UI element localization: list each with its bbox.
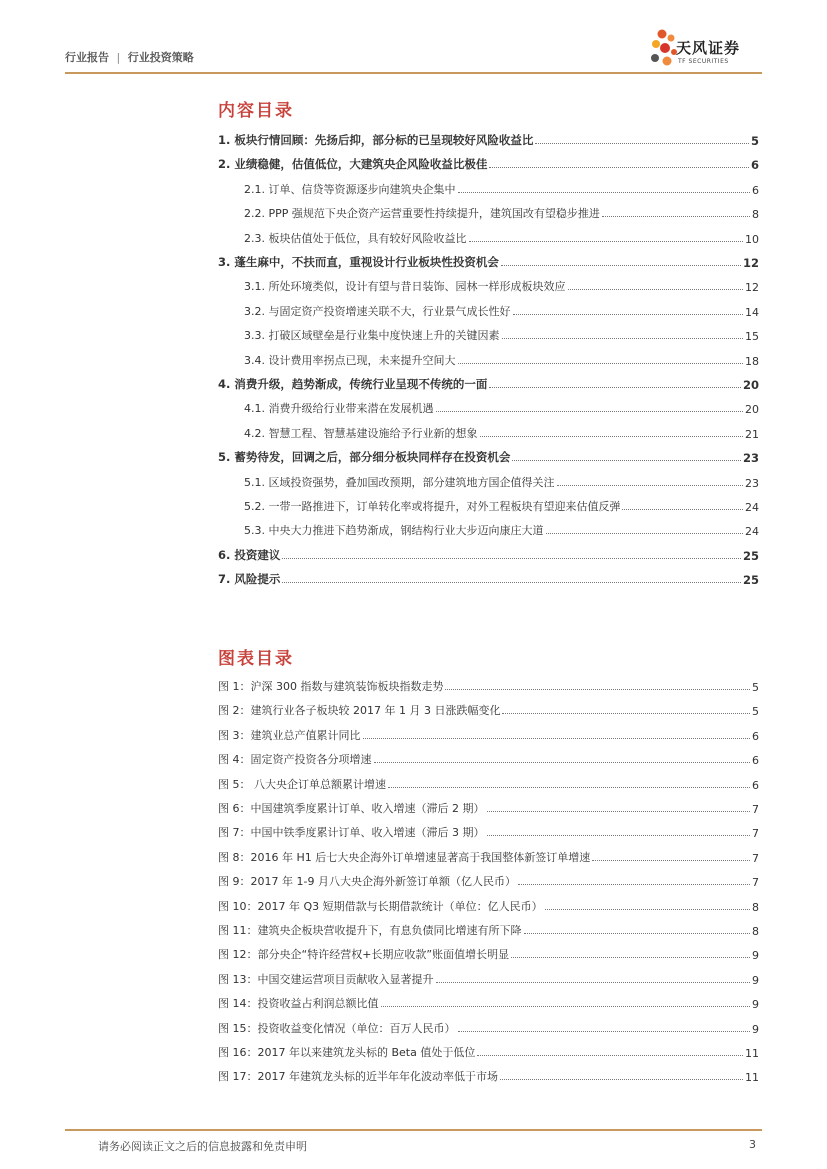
logo-name: 天风证券 <box>676 39 741 57</box>
entry-label: 5.2. 一带一路推进下，订单转化率或将提升，对外工程板块有望迎来估值反弹 <box>244 500 621 513</box>
dot-leader <box>487 835 751 836</box>
figure-entry[interactable] <box>218 845 759 865</box>
entry-page-number: 7 <box>752 876 759 890</box>
figure-entry[interactable] <box>218 1016 759 1036</box>
report-section: 行业投资策略 <box>127 51 194 64</box>
toc-subentry[interactable] <box>244 518 759 538</box>
toc-entry[interactable] <box>218 152 759 172</box>
entry-label: 图 6：中国建筑季度累计订单、收入增速（滞后 2 期） <box>218 802 485 815</box>
dot-leader <box>602 216 750 217</box>
entry-page-number: 8 <box>752 208 759 222</box>
entry-page-number: 20 <box>745 403 759 417</box>
dot-leader <box>511 957 750 958</box>
entry-label: 2.1. 订单、信贷等资源逐步向建筑央企集中 <box>244 182 456 196</box>
figure-entry[interactable] <box>218 942 759 962</box>
entry-page-number: 6 <box>752 729 759 743</box>
dot-leader <box>535 143 749 144</box>
entry-label: 图 1：沪深 300 指数与建筑装饰板块指数走势 <box>218 680 444 693</box>
entry-label: 1. 板块行情回顾：先扬后抑，部分标的已呈现较好风险收益比 <box>218 133 534 147</box>
entry-page-number: 9 <box>752 1022 759 1036</box>
dot-leader <box>445 689 750 690</box>
figure-entry[interactable] <box>218 820 759 840</box>
toc-subentry[interactable] <box>244 348 759 368</box>
dot-leader <box>546 533 744 534</box>
toc-subentry[interactable] <box>244 470 759 490</box>
entry-page-number: 6 <box>752 754 759 768</box>
toc-entry[interactable] <box>218 250 759 270</box>
dot-leader <box>436 411 744 412</box>
entry-label: 图 12：部分央企“特许经营权+长期应收款”账面值增长明显 <box>218 948 510 962</box>
dot-leader <box>513 314 744 315</box>
entry-label: 图 16：2017 年以来建筑龙头标的 Beta 值处于低位 <box>218 1046 476 1059</box>
footer-divider <box>65 1129 762 1131</box>
dot-leader <box>282 582 741 583</box>
toc-title: 内容目录 <box>218 101 294 121</box>
entry-page-number: 23 <box>745 476 759 490</box>
dot-leader <box>487 811 751 812</box>
header-divider <box>65 72 762 74</box>
entry-page-number: 5 <box>752 681 759 694</box>
figure-entry[interactable] <box>218 1064 759 1084</box>
toc-subentry[interactable] <box>244 177 759 197</box>
dot-leader <box>282 558 741 559</box>
toc-entry[interactable] <box>218 128 759 148</box>
entry-label: 图 10：2017 年 Q3 短期借款与长期借款统计（单位：亿人民币） <box>218 899 543 913</box>
dot-leader <box>489 387 741 388</box>
dot-leader <box>381 1006 751 1007</box>
entry-label: 图 2：建筑行业各子板块较 2017 年 1 月 3 日涨跌幅变化 <box>218 704 501 718</box>
dot-leader <box>592 860 750 861</box>
entry-label: 4. 消费升级，趋势渐成，传统行业呈现不传统的一面 <box>218 377 488 391</box>
toc-entry[interactable] <box>218 372 759 392</box>
logo-subtitle: TF SECURITIES <box>678 58 729 65</box>
entry-page-number: 10 <box>745 232 759 246</box>
entry-label: 2. 业绩稳健，估值低位，大建筑央企风险收益比极佳 <box>218 157 488 172</box>
dot-leader <box>469 241 744 242</box>
dot-leader <box>480 436 744 437</box>
figure-entry[interactable] <box>218 698 759 718</box>
dot-leader <box>363 738 751 739</box>
dot-leader <box>568 289 744 290</box>
entry-label: 4.1. 消费升级给行业带来潜在发展机遇 <box>244 402 434 416</box>
entry-label: 5.3. 中央大力推进下趋势渐成，钢结构行业大步迈向康庄大道 <box>244 524 544 538</box>
entry-page-number: 21 <box>745 427 759 441</box>
entry-label: 图 4：固定资产投资各分项增速 <box>218 753 372 767</box>
dot-leader <box>622 509 743 510</box>
entry-label: 图 3：建筑业总产值累计同比 <box>218 728 361 742</box>
report-type: 行业报告 <box>65 51 109 64</box>
entry-page-number: 15 <box>745 330 759 344</box>
entry-page-number: 5 <box>750 134 759 148</box>
toc-subentry[interactable] <box>244 396 759 416</box>
toc-subentry[interactable] <box>244 226 759 246</box>
entry-page-number: 7 <box>752 827 759 841</box>
figure-entry[interactable] <box>218 918 759 938</box>
dot-leader <box>512 460 741 461</box>
entry-page-number: 23 <box>742 451 759 466</box>
toc-subentry[interactable] <box>244 201 759 221</box>
entry-label: 6. 投资建议 <box>218 547 281 562</box>
entry-page-number: 6 <box>752 183 759 197</box>
entry-label: 图 9：2017 年 1-9 月八大央企海外新签订单额（亿人民币） <box>218 875 516 889</box>
dot-leader <box>458 192 751 193</box>
figure-entry[interactable] <box>218 967 759 987</box>
entry-label: 4.2. 智慧工程、智慧基建设施给予行业新的想象 <box>244 426 478 440</box>
entry-page-number: 8 <box>752 900 759 914</box>
dot-leader <box>489 167 749 168</box>
figure-entry[interactable] <box>218 723 759 743</box>
toc-entry[interactable] <box>218 567 759 587</box>
entry-page-number: 7 <box>752 851 759 865</box>
figure-entry[interactable] <box>218 991 759 1011</box>
entry-label: 图 7：中国中铁季度累计订单、收入增速（滞后 3 期） <box>218 826 485 840</box>
figures-title: 图表目录 <box>218 649 294 669</box>
entry-page-number: 8 <box>752 925 759 938</box>
figure-entry[interactable] <box>218 674 759 694</box>
entry-page-number: 25 <box>742 548 759 563</box>
entry-page-number: 11 <box>745 1047 759 1060</box>
dot-leader <box>374 762 751 763</box>
dot-leader <box>500 1079 743 1080</box>
entry-label: 图 17：2017 年建筑龙头标的近半年年化波动率低于市场 <box>218 1070 498 1084</box>
figure-entry[interactable] <box>218 796 759 816</box>
header-breadcrumb <box>65 49 194 65</box>
page-number: 3 <box>749 1138 756 1151</box>
entry-page-number: 24 <box>745 525 759 539</box>
entry-label: 3.3. 打破区域壁垒是行业集中度快速上升的关键因素 <box>244 329 500 343</box>
entry-label: 5. 蓄势待发，回调之后，部分细分板块同样存在投资机会 <box>218 450 511 465</box>
dot-leader <box>545 909 750 910</box>
entry-label: 5.1. 区域投资强势，叠加国改预期，部分建筑地方国企值得关注 <box>244 475 555 489</box>
toc-subentry[interactable] <box>244 421 759 441</box>
dot-leader <box>501 265 741 266</box>
entry-label: 图 15：投资收益变化情况（单位：百万人民币） <box>218 1021 456 1035</box>
entry-page-number: 6 <box>752 778 759 792</box>
entry-page-number: 12 <box>742 256 759 270</box>
toc-entry[interactable] <box>218 543 759 563</box>
figure-entry[interactable] <box>218 772 759 792</box>
entry-page-number: 20 <box>742 378 759 392</box>
dot-leader <box>388 787 750 788</box>
figure-entry[interactable] <box>218 1040 759 1060</box>
entry-label: 3.1. 所处环境类似，设计有望与昔日装饰、园林一样形成板块效应 <box>244 280 566 294</box>
entry-page-number: 9 <box>752 973 759 987</box>
entry-page-number: 9 <box>752 998 759 1012</box>
entry-label: 图 13：中国交建运营项目贡献收入显著提升 <box>218 972 434 986</box>
figure-entry[interactable] <box>218 869 759 889</box>
entry-page-number: 9 <box>752 949 759 963</box>
toc-subentry[interactable] <box>244 274 759 294</box>
entry-page-number: 14 <box>745 305 759 319</box>
dot-leader <box>477 1055 743 1056</box>
figure-entry[interactable] <box>218 747 759 767</box>
entry-label: 图 5： 八大央企订单总额累计增速 <box>218 777 386 791</box>
toc-subentry[interactable] <box>244 299 759 319</box>
entry-label: 图 11：建筑央企板块营收提升下，有息负债同比增速有所下降 <box>218 924 522 937</box>
figure-entry[interactable] <box>218 894 759 914</box>
header-separator: | <box>116 51 121 64</box>
toc-entry[interactable] <box>218 445 759 465</box>
entry-label: 2.3. 板块估值处于低位，具有较好风险收益比 <box>244 231 467 245</box>
dot-leader <box>502 338 744 339</box>
entry-page-number: 12 <box>745 281 759 295</box>
dot-leader <box>458 1031 751 1032</box>
entry-page-number: 25 <box>742 573 759 588</box>
toc-subentry[interactable] <box>244 494 759 514</box>
entry-page-number: 24 <box>745 501 759 514</box>
toc-subentry[interactable] <box>244 323 759 343</box>
dot-leader <box>502 713 750 714</box>
entry-page-number: 11 <box>745 1071 759 1085</box>
dot-leader <box>524 933 751 934</box>
entry-label: 2.2. PPP 强规范下央企资产运营重要性持续提升，建筑国改有望稳步推进 <box>244 207 600 221</box>
entry-label: 7. 风险提示 <box>218 572 281 587</box>
dot-leader <box>436 982 751 983</box>
entry-page-number: 5 <box>752 705 759 719</box>
entry-label: 图 8：2016 年 H1 后七大央企海外订单增速显著高于我国整体新签订单增速 <box>218 850 591 864</box>
dot-leader <box>518 884 750 885</box>
entry-label: 3.4. 设计费用率拐点已现，未来提升空间大 <box>244 353 456 367</box>
entry-page-number: 7 <box>752 803 759 816</box>
entry-label: 图 14：投资收益占利润总额比值 <box>218 997 379 1011</box>
dot-leader <box>557 485 744 486</box>
entry-label: 3.2. 与固定资产投资增速关联不大，行业景气成长性好 <box>244 304 511 318</box>
entry-label: 3. 蓬生麻中，不扶而直，重视设计行业板块性投资机会 <box>218 255 499 269</box>
entry-page-number: 18 <box>745 354 759 368</box>
dot-leader <box>458 363 744 364</box>
entry-page-number: 6 <box>750 158 759 173</box>
footer-disclaimer: 请务必阅读正文之后的信息披露和免责申明 <box>98 1140 307 1153</box>
